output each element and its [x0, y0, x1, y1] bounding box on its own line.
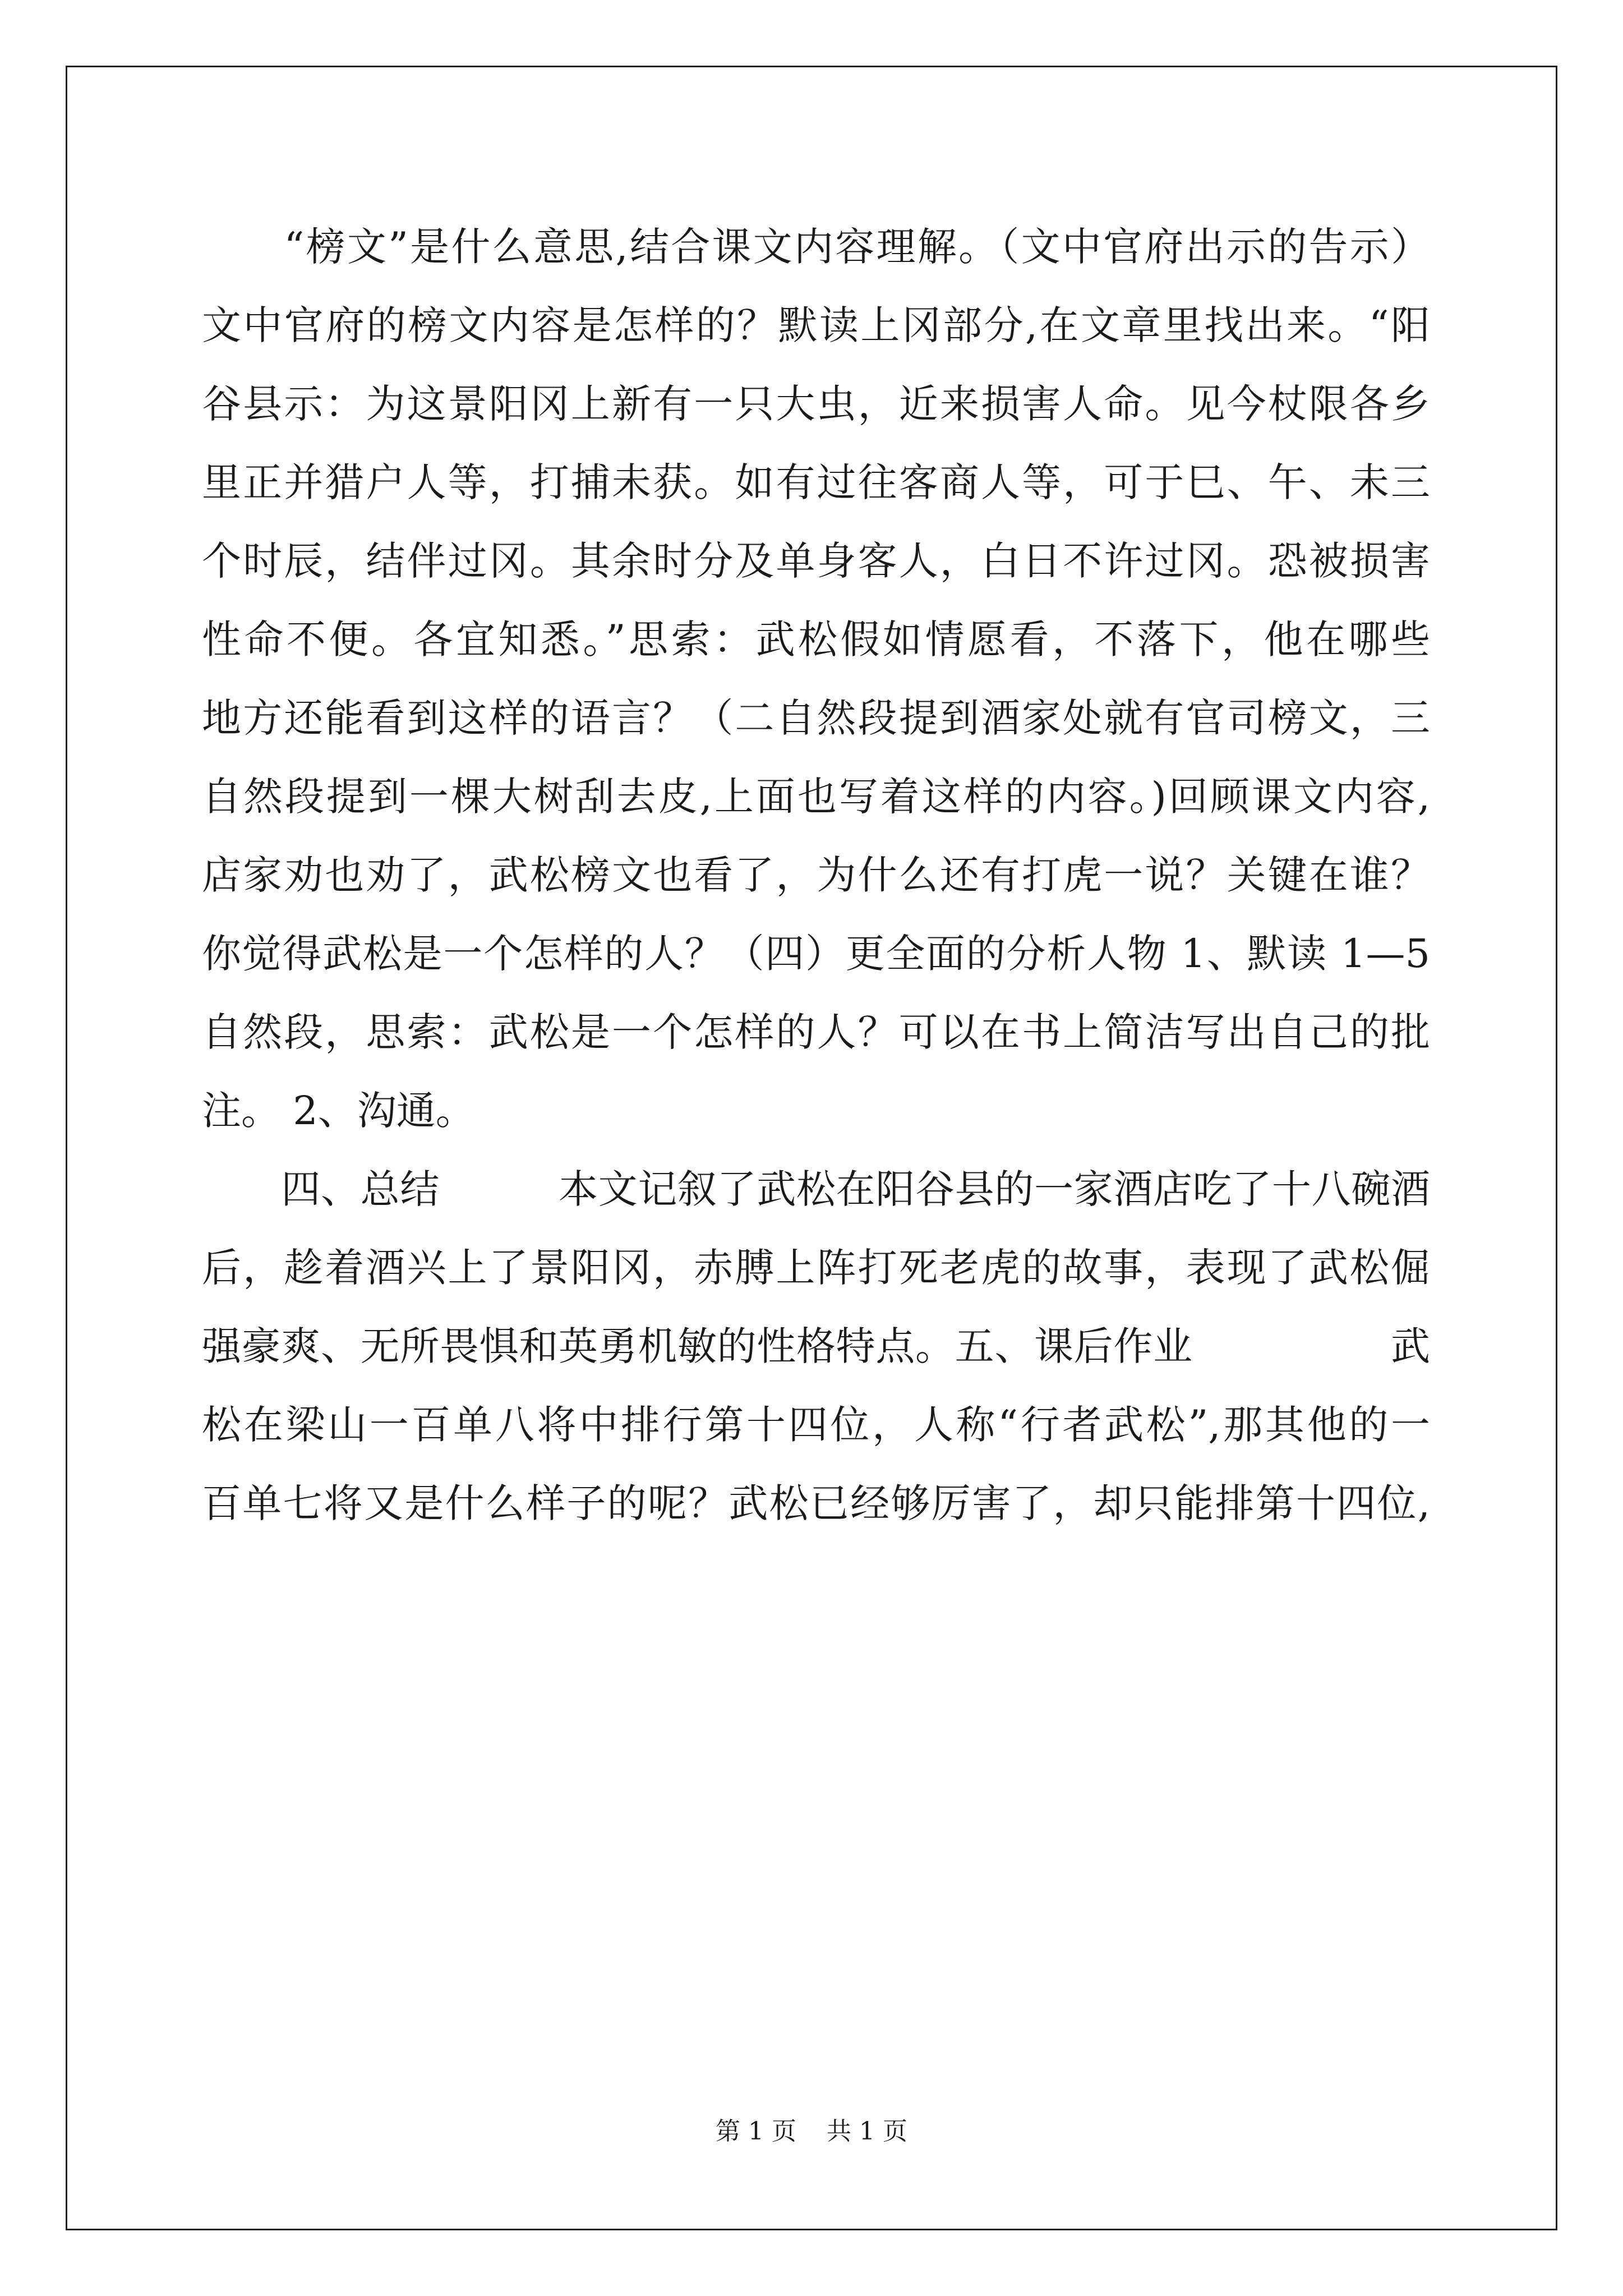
text-line: 你觉得武松是一个怎样的人？（四）更全面的分析人物 1、默读 1—5: [202, 931, 1430, 977]
text-line: 自然段，思索：武松是一个怎样的人？可以在书上简洁写出自己的批: [202, 1009, 1430, 1055]
page-footer: [0, 2115, 1623, 2148]
text-line: “榜文”是什么意思,结合课文内容理解。（文中官府出示的告示）: [202, 224, 1430, 270]
text-line: 性命不便。各宜知悉。”思索：武松假如情愿看，不落下，他在哪些: [202, 616, 1430, 662]
text-line: 后，趁着酒兴上了景阳冈，赤膊上阵打死老虎的故事，表现了武松倔: [202, 1245, 1430, 1291]
text-line: 四、总结 本文记叙了武松在阳谷县的一家酒店吃了十八碗酒: [202, 1166, 1430, 1212]
page-number-total: 共 1 页: [827, 2117, 907, 2146]
text-line: 文中官府的榜文内容是怎样的？默读上冈部分,在文章里找出来。“阳: [202, 302, 1430, 348]
text-line: 店家劝也劝了，武松榜文也看了，为什么还有打虎一说？关键在谁？: [202, 852, 1430, 898]
text-line: 松在梁山一百单八将中排行第十四位，人称“行者武松”,那其他的一: [202, 1402, 1430, 1448]
text-line: 个时辰，结伴过冈。其余时分及单身客人，白日不许过冈。恐被损害: [202, 538, 1430, 584]
text-line: 地方还能看到这样的语言？（二自然段提到酒家处就有官司榜文，三: [202, 695, 1430, 741]
page-number-current: 第 1 页: [716, 2117, 796, 2146]
text-line: 自然段提到一棵大树刮去皮,上面也写着这样的内容。)回顾课文内容,: [202, 774, 1430, 820]
text-line: 强豪爽、无所畏惧和英勇机敏的性格特点。五、课后作业 武: [202, 1323, 1430, 1369]
text-line: 注。 2、沟通。: [202, 1088, 475, 1134]
text-line: 百单七将又是什么样子的呢？武松已经够厉害了，却只能排第十四位,: [202, 1480, 1430, 1526]
text-line: 谷县示：为这景阳冈上新有一只大虫，近来损害人命。见今杖限各乡: [202, 381, 1430, 427]
text-line: 里正并猎户人等，打捕未获。如有过往客商人等，可于巳、午、未三: [202, 459, 1430, 505]
